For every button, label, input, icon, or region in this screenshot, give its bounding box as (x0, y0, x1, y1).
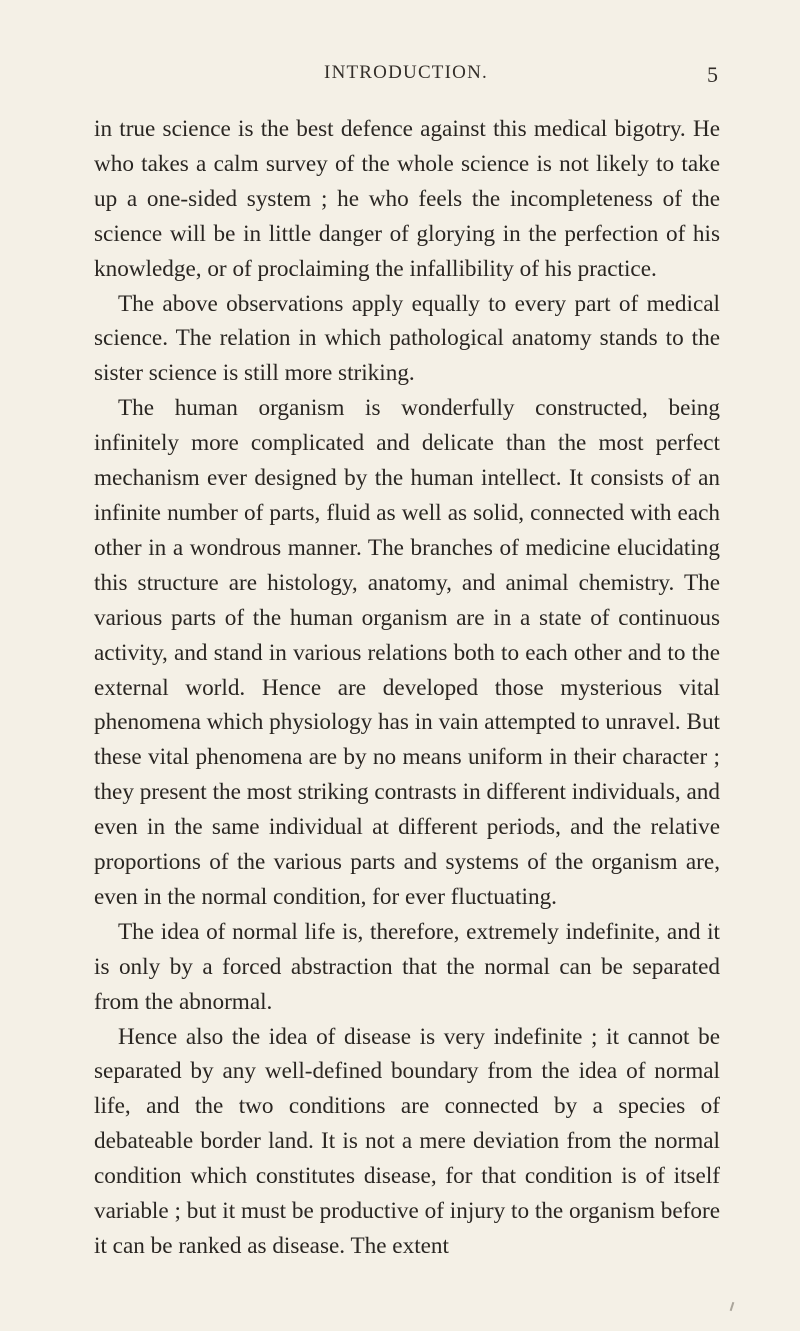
running-title: INTRODUCTION. (324, 62, 488, 83)
running-head (94, 62, 718, 90)
paragraph: in true science is the best defence against this medical bigotry. He who takes a calm survey of the whole science is not likely to take up a one-sided system ; he who feels the incompleteness of the science will be in little danger of glorying in the perfection of his knowledge, or of proclaiming the infallibility of his practice. (94, 116, 720, 282)
paragraph: The human organism is wonderfully constructed, being infinitely more complicated and delicate than the most perfect mechanism ever designed by the human intellect. It consists of an infinite number of parts, fluid as well as solid, connected with each other in a wondrous manner. The branches of medicine elucidating this structure are histology, anatomy, and animal chemistry. The various parts of the human organism are in a state of continuous activity, and stand in various relations both to each other and to the external world. Hence are developed those mysterious vital phenomena which physiology has in vain attempted to unravel. But these vital phenomena are by no means uniform in their character ; they present the most striking contrasts in different individuals, and even in the same individual at different periods, and the relative proportions of the various parts and systems of the organism are, even in the normal condition, for ever fluctuating. (94, 395, 720, 910)
paragraph: Hence also the idea of disease is very indefinite ; it cannot be separated by any well-defined boundary from the idea of normal life, and the two conditions are connected by a species of debateable border land. It is not a mere deviation from the normal condition which constitutes disease, for that condition is of itself variable ; but it must be productive of injury to the organism before it can be ranked as disease. The extent (94, 1023, 720, 1259)
paragraph: The above observations apply equally to every part of medical science. The relation in which pathological anatomy stands to the sister science is still more striking. (94, 290, 720, 387)
page-number: 5 (707, 62, 718, 87)
paper-speck (730, 1302, 735, 1311)
paragraph: The idea of normal life is, therefore, extremely indefinite, and it is only by a forced abstraction that the normal can be separated from the abnormal. (94, 918, 720, 1015)
body-text (94, 112, 720, 1264)
